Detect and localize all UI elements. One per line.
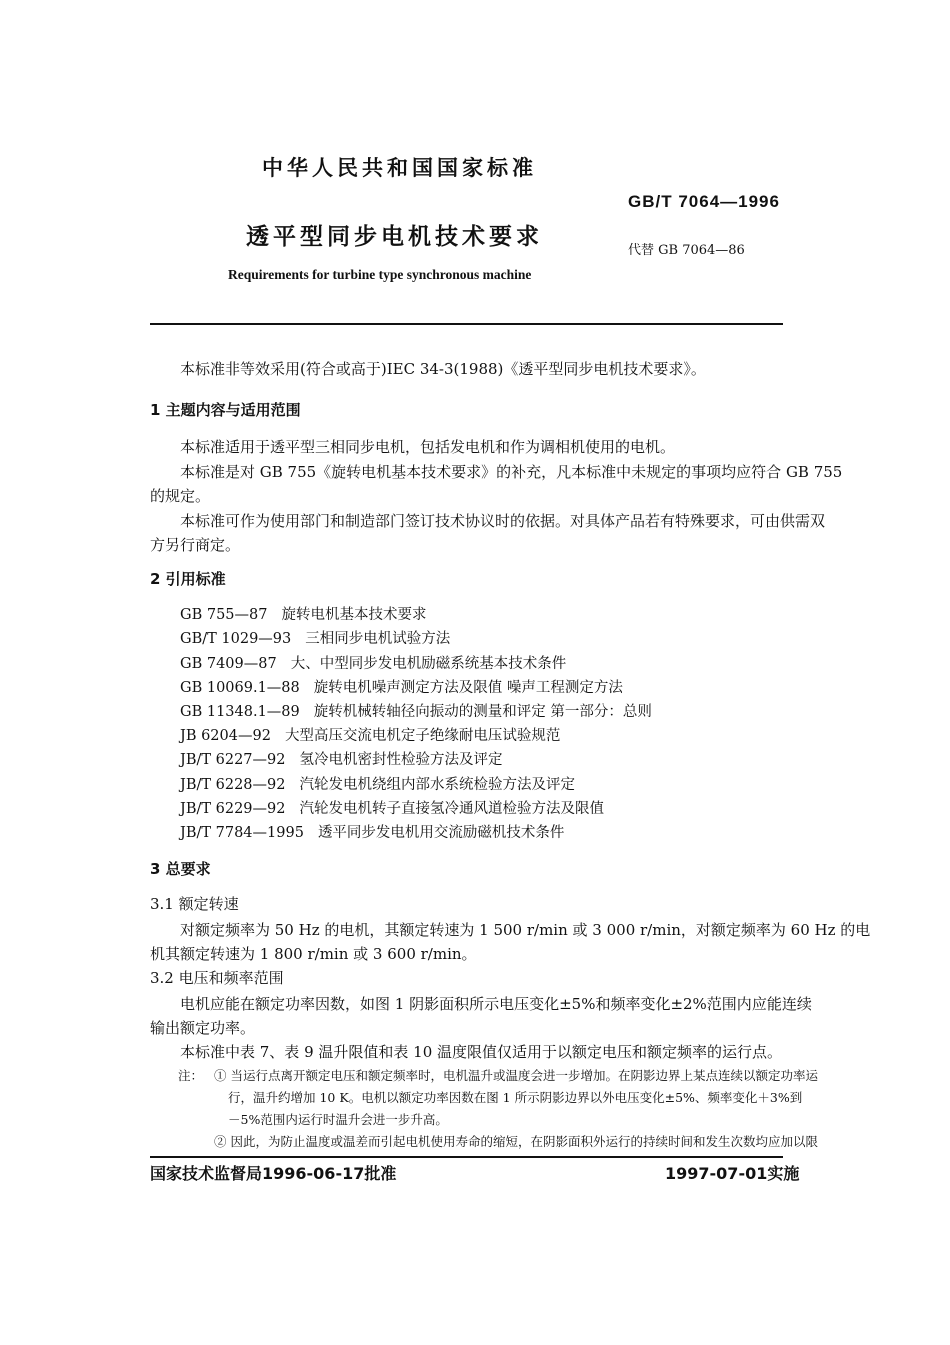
reference-item bbox=[180, 821, 564, 842]
section-3-1-line-2: 机其额定转速为 1 800 r/min 或 3 600 r/min。 bbox=[150, 945, 477, 963]
reference-code: JB/T 7784—1995 bbox=[180, 825, 304, 841]
reference-item bbox=[180, 748, 503, 769]
reference-code: JB/T 6229—92 bbox=[180, 801, 286, 817]
reference-item bbox=[180, 652, 566, 673]
effective-date: 1997-07-01实施 bbox=[665, 1164, 800, 1183]
reference-code: JB 6204—92 bbox=[180, 728, 271, 744]
section-1-paragraph-3-line-1: 本标准可作为使用部门和制造部门签订技术协议时的依据。对具体产品若有特殊要求，可由供需双 bbox=[180, 512, 826, 530]
replaces-standard: 代替 GB 7064—86 bbox=[628, 243, 745, 258]
national-standard-heading: 中华人民共和国国家标准 bbox=[262, 156, 537, 180]
reference-title: 旋转电机噪声测定方法及限值 噪声工程测定方法 bbox=[313, 680, 623, 696]
reference-title: 三相同步电机试验方法 bbox=[305, 631, 451, 647]
section-3-1-heading: 3.1 额定转速 bbox=[150, 895, 239, 913]
section-3-2-heading: 3.2 电压和频率范围 bbox=[150, 969, 284, 987]
section-2-heading: 2 引用标准 bbox=[150, 570, 226, 588]
section-1-paragraph-3-line-2: 方另行商定。 bbox=[150, 536, 241, 554]
reference-title: 旋转电机基本技术要求 bbox=[281, 607, 427, 623]
reference-item bbox=[180, 797, 604, 818]
document-title-en: Requirements for turbine type synchronous machine bbox=[228, 267, 532, 282]
header-divider bbox=[150, 323, 783, 325]
reference-title: 大型高压交流电机定子绝缘耐电压试验规范 bbox=[284, 728, 561, 744]
reference-title: 透平同步发电机用交流励磁机技术条件 bbox=[317, 825, 565, 841]
adoption-statement: 本标准非等效采用(符合或高于)IEC 34-3(1988)《透平型同步电机技术要求》。 bbox=[180, 360, 706, 378]
section-1-paragraph-2-line-1: 本标准是对 GB 755《旋转电机基本技术要求》的补充，凡本标准中未规定的事项均应符合 GB 755 bbox=[180, 463, 843, 481]
reference-item bbox=[180, 603, 426, 624]
note-label: 注： bbox=[178, 1068, 204, 1083]
reference-code: JB/T 6228—92 bbox=[180, 777, 286, 793]
approval-date: 国家技术监督局1996-06-17批准 bbox=[150, 1164, 397, 1183]
reference-title: 汽轮发电机绕组内部水系统检验方法及评定 bbox=[299, 777, 575, 793]
reference-item bbox=[180, 724, 560, 745]
reference-code: JB/T 6227—92 bbox=[180, 752, 286, 768]
reference-item bbox=[180, 676, 623, 697]
reference-code: GB 7409—87 bbox=[180, 656, 277, 672]
note-2-line-1: ② 因此，为防止温度或温差而引起电机使用寿命的缩短，在阴影面积外运行的持续时间和发生次数均应加以限 bbox=[214, 1134, 818, 1149]
note-1-line-1: ① 当运行点离开额定电压和额定频率时，电机温升或温度会进一步增加。在阴影边界上某点连续以额定功率运 bbox=[214, 1068, 818, 1083]
section-3-2-line-3: 本标准中表 7、表 9 温升限值和表 10 温度限值仅适用于以额定电压和额定频率的运行点。 bbox=[180, 1043, 783, 1061]
reference-item bbox=[180, 773, 575, 794]
reference-code: GB 10069.1—88 bbox=[180, 680, 300, 696]
footer-divider bbox=[150, 1156, 783, 1158]
reference-code: GB/T 1029—93 bbox=[180, 631, 292, 647]
standard-number: GB/T 7064—1996 bbox=[628, 192, 780, 211]
section-1-heading: 1 主题内容与适用范围 bbox=[150, 401, 301, 419]
reference-code: GB 755—87 bbox=[180, 607, 268, 623]
reference-title: 氢冷电机密封性检验方法及评定 bbox=[299, 752, 503, 768]
reference-item bbox=[180, 700, 652, 721]
section-1-paragraph-2-line-2: 的规定。 bbox=[150, 487, 211, 505]
document-title-cn: 透平型同步电机技术要求 bbox=[246, 224, 543, 250]
section-3-heading: 3 总要求 bbox=[150, 860, 211, 878]
note-1-line-2: 行，温升约增加 10 K。电机以额定功率因数在图 1 所示阴影边界以外电压变化±5%、频率变化＋3%到 bbox=[228, 1090, 803, 1105]
note-1-line-3: －5%范围内运行时温升会进一步升高。 bbox=[228, 1112, 448, 1127]
reference-title: 旋转机械转轴径向振动的测量和评定 第一部分：总则 bbox=[313, 704, 652, 720]
reference-title: 大、中型同步发电机励磁系统基本技术条件 bbox=[290, 656, 567, 672]
reference-item bbox=[180, 627, 450, 648]
section-3-2-line-2: 输出额定功率。 bbox=[150, 1019, 256, 1037]
section-1-paragraph-1: 本标准适用于透平型三相同步电机，包括发电机和作为调相机使用的电机。 bbox=[180, 438, 676, 456]
reference-title: 汽轮发电机转子直接氢冷通风道检验方法及限值 bbox=[299, 801, 604, 817]
reference-code: GB 11348.1—89 bbox=[180, 704, 300, 720]
section-3-1-line-1: 对额定频率为 50 Hz 的电机，其额定转速为 1 500 r/min 或 3 000 r/min，对额定频率为 60 Hz 的电 bbox=[180, 921, 871, 939]
section-3-2-line-1: 电机应能在额定功率因数，如图 1 阴影面积所示电压变化±5%和频率变化±2%范围内应能连续 bbox=[180, 995, 812, 1013]
